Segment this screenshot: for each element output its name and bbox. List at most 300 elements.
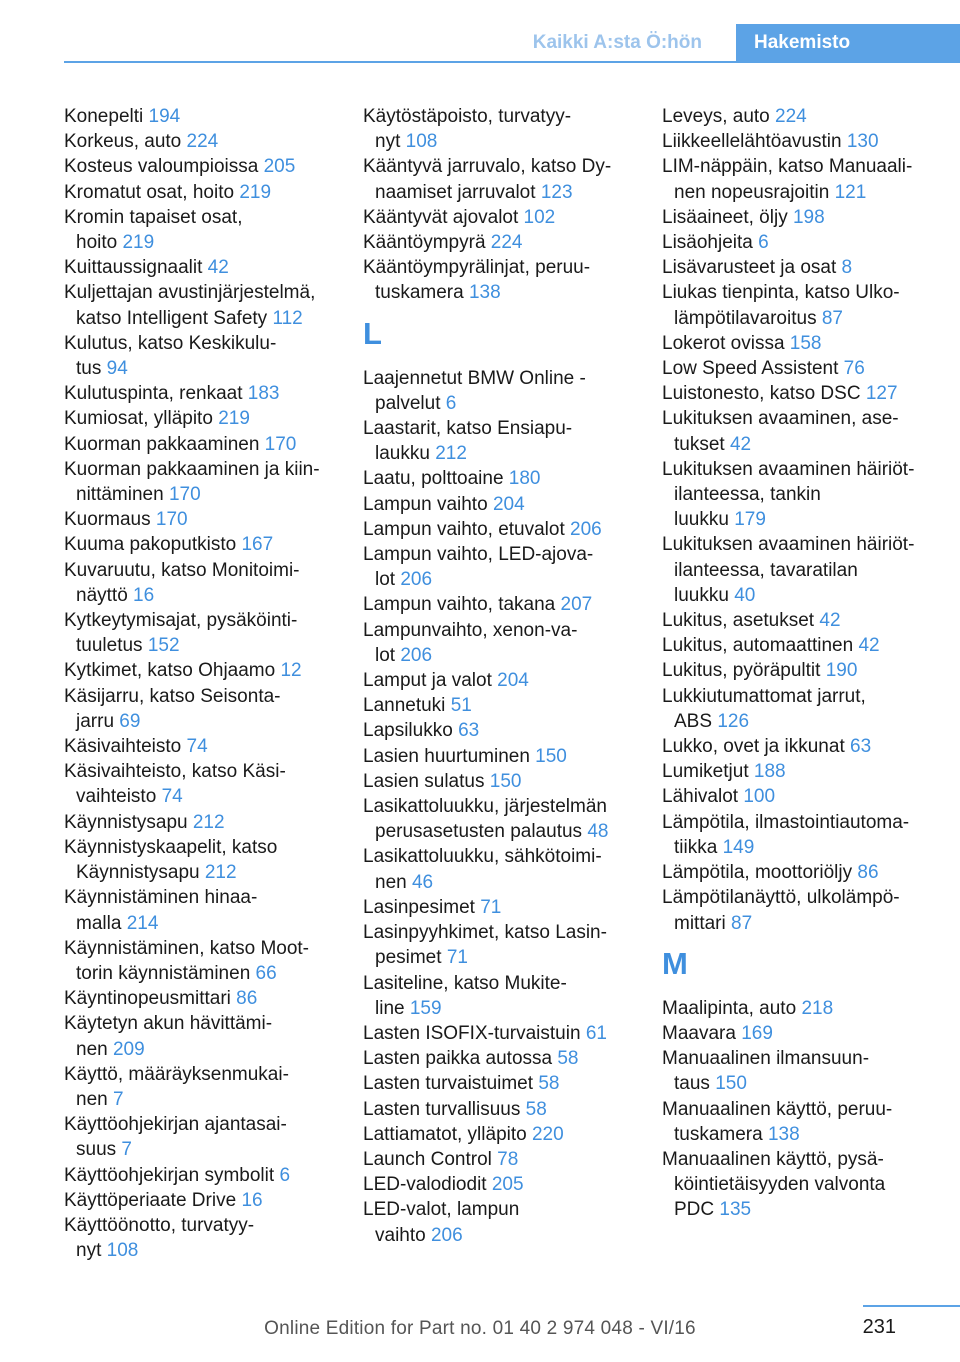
index-entry-text: Konepelti <box>64 106 144 127</box>
index-entry-text: nyt <box>375 131 401 153</box>
index-columns <box>64 104 944 1264</box>
index-entry[interactable] <box>363 1097 641 1122</box>
index-entry-text: Leveys, auto <box>662 106 770 127</box>
index-entry[interactable] <box>64 759 342 809</box>
index-entry[interactable] <box>64 835 342 885</box>
page-reference-link[interactable]: 220 <box>531 1123 564 1145</box>
index-entry-text: Käyntinopeusmittari <box>64 988 231 1010</box>
index-entry[interactable] <box>363 542 641 592</box>
index-entry[interactable] <box>662 356 940 381</box>
page-reference-link[interactable]: 123 <box>540 181 573 203</box>
page-reference-link[interactable]: 218 <box>801 997 834 1019</box>
index-entry-text: perusasetusten palautus <box>375 821 583 843</box>
index-entry-text: luukku <box>674 509 729 531</box>
index-entry-text: Lukituksen avaaminen, ase- <box>662 408 899 430</box>
index-entry-text: Kuorman pakkaaminen ja kiin- <box>64 458 320 480</box>
index-entry[interactable] <box>363 794 641 844</box>
index-entry-text: taus <box>674 1073 710 1095</box>
page-reference-link[interactable]: 58 <box>525 1098 547 1120</box>
page-reference-link[interactable]: 74 <box>186 736 208 758</box>
index-entry-text: Manuaalinen käyttö, pysä- <box>662 1148 884 1170</box>
page-reference-link[interactable]: 198 <box>792 206 825 228</box>
index-entry-text: Käyttö, määräyksenmukai- <box>64 1063 289 1085</box>
index-entry-text: Käynnistyskaapelit, katso <box>64 836 278 858</box>
index-entry-text: Lähivalot <box>662 786 739 808</box>
index-entry-text: Lasikattoluukku, sähkötoimi- <box>363 846 602 868</box>
index-entry-text: Käytetyn akun hävittämi- <box>64 1013 273 1035</box>
index-entry[interactable] <box>64 154 342 179</box>
page-reference-link[interactable]: 71 <box>446 947 468 969</box>
page-reference-link[interactable]: 7 <box>112 1088 124 1110</box>
index-entry[interactable] <box>662 230 940 255</box>
index-entry-text: Lukitus, automaattinen <box>662 635 854 657</box>
index-entry[interactable] <box>363 718 641 743</box>
page-reference-link[interactable]: 194 <box>148 106 181 127</box>
page-reference-link[interactable]: 219 <box>122 232 155 254</box>
index-entry[interactable] <box>363 366 641 416</box>
page-reference-link[interactable]: 180 <box>508 468 541 490</box>
index-entry-text: Kulutus, katso Keskikulu- <box>64 332 277 354</box>
index-entry-text: Lämpötilanäyttö, ulkolämpö- <box>662 887 900 909</box>
page-reference-link[interactable]: 6 <box>758 232 769 254</box>
page-reference-link[interactable]: 87 <box>731 912 753 934</box>
page-reference-link[interactable]: 48 <box>587 821 609 843</box>
index-entry-text: näyttö <box>76 584 128 606</box>
index-entry-text: Lisäaineet, öljy <box>662 206 788 228</box>
index-column-3 <box>662 104 940 1223</box>
index-entry[interactable] <box>363 1147 641 1172</box>
index-entry-text: Lampun vaihto, LED-ajova- <box>363 544 594 566</box>
page-reference-link[interactable]: 169 <box>741 1022 773 1044</box>
index-entry-text: Käyttöperiaate Drive <box>64 1189 237 1211</box>
index-entry-text: Lukko, ovet ja ikkunat <box>662 736 845 758</box>
index-entry[interactable] <box>662 633 940 658</box>
index-entry-text: Korkeus, auto <box>64 131 182 153</box>
page-reference-link[interactable]: 130 <box>846 131 879 153</box>
index-entry[interactable] <box>662 331 940 356</box>
page-reference-link[interactable]: 159 <box>409 997 442 1019</box>
page-reference-link[interactable]: 108 <box>405 131 438 153</box>
index-entry-text: Käyttöohjekirjan symbolit <box>64 1164 275 1186</box>
index-entry-text: köintietäisyyden valvonta <box>674 1174 886 1196</box>
index-entry-text: vaihteisto <box>76 786 157 808</box>
index-entry-text: Kääntöympyrälinjat, peruu- <box>363 257 591 279</box>
page-reference-link[interactable]: 127 <box>865 383 898 405</box>
index-entry[interactable] <box>662 1097 940 1147</box>
index-entry-text: Kumiosat, ylläpito <box>64 408 213 430</box>
page-reference-link[interactable]: 212 <box>192 811 225 833</box>
page-reference-link[interactable]: 219 <box>239 181 272 203</box>
index-entry[interactable] <box>363 895 641 920</box>
page-reference-link[interactable]: 61 <box>585 1022 607 1044</box>
index-entry-text: Lisäohjeita <box>662 232 753 254</box>
page-reference-link[interactable]: 71 <box>480 896 502 918</box>
index-entry[interactable] <box>363 1046 641 1071</box>
section-tab-all[interactable]: Kaikki A:sta Ö:hön <box>532 32 702 53</box>
section-tab-index[interactable]: Hakemisto <box>736 24 960 62</box>
index-entry[interactable] <box>64 936 342 986</box>
page-reference-link[interactable]: 108 <box>106 1240 139 1262</box>
page-reference-link[interactable]: 224 <box>775 106 807 127</box>
index-entry[interactable] <box>64 331 342 381</box>
index-entry-text: hoito <box>76 232 118 254</box>
index-entry-text: Lamput ja valot <box>363 670 492 692</box>
index-entry[interactable] <box>64 1188 342 1213</box>
index-column-1 <box>64 104 342 1263</box>
page-reference-link[interactable]: 206 <box>430 1224 463 1246</box>
page-reference-link[interactable]: 112 <box>272 307 303 329</box>
index-entry-text: jarru <box>76 710 115 732</box>
page-reference-link[interactable]: 205 <box>263 156 296 178</box>
index-entry[interactable] <box>662 255 940 280</box>
index-entry[interactable] <box>662 1147 940 1223</box>
index-entry[interactable] <box>64 432 342 457</box>
page-reference-link[interactable]: 170 <box>168 484 201 506</box>
page-reference-link[interactable]: 42 <box>729 433 752 455</box>
index-entry[interactable] <box>64 129 342 154</box>
index-entry[interactable] <box>64 280 342 330</box>
page-reference-link[interactable]: 63 <box>458 720 480 742</box>
index-entry[interactable] <box>64 1213 342 1263</box>
index-entry-text: Lukituksen avaaminen häiriöt- <box>662 534 915 556</box>
index-entry[interactable] <box>64 381 342 406</box>
index-entry-text: Käynnistysapu <box>76 862 200 884</box>
page-reference-link[interactable]: 209 <box>112 1038 145 1060</box>
index-entry[interactable] <box>662 129 940 154</box>
page-reference-link[interactable]: 100 <box>743 786 776 808</box>
index-entry[interactable] <box>662 205 940 230</box>
page-reference-link[interactable]: 150 <box>535 745 567 767</box>
index-entry-text: Kromin tapaiset osat, <box>64 206 243 228</box>
page-reference-link[interactable]: 205 <box>491 1174 524 1196</box>
page-reference-link[interactable]: 206 <box>400 569 433 591</box>
index-entry[interactable] <box>64 885 342 935</box>
page-reference-link[interactable]: 94 <box>106 358 128 380</box>
page-reference-link[interactable]: 138 <box>468 282 501 304</box>
page-reference-link[interactable]: 46 <box>411 871 434 893</box>
index-entry-text: suus <box>76 1139 117 1161</box>
index-entry-text: pesimet <box>375 947 442 969</box>
index-entry-text: Lisävarusteet ja osat <box>662 257 837 279</box>
page-reference-link[interactable]: 212 <box>435 443 467 465</box>
page-reference-link[interactable]: 190 <box>825 660 858 682</box>
edition-footer: Online Edition for Part no. 01 40 2 974 048 - VI/16 <box>264 1318 696 1339</box>
index-entry-text: Käytöstäpoisto, turvatyy- <box>363 106 572 127</box>
index-entry-text: Kuittaussignaalit <box>64 257 203 279</box>
index-entry[interactable] <box>363 744 641 769</box>
index-entry[interactable] <box>363 492 641 517</box>
index-entry-text: Maalipinta, auto <box>662 997 797 1019</box>
index-entry[interactable] <box>662 784 940 809</box>
page-number: 231 <box>862 1316 896 1338</box>
index-entry[interactable] <box>64 608 342 658</box>
index-entry[interactable] <box>662 457 940 533</box>
index-entry[interactable] <box>662 104 940 129</box>
page-reference-link[interactable]: 167 <box>241 534 274 556</box>
page-reference-link[interactable]: 135 <box>719 1199 752 1221</box>
index-entry-text: tukset <box>674 433 725 455</box>
page-reference-link[interactable]: 58 <box>538 1073 560 1095</box>
index-entry-text: Lampun vaihto, takana <box>363 594 556 616</box>
page-reference-link[interactable]: 74 <box>161 786 183 808</box>
index-entry-text: luukku <box>674 584 729 606</box>
page-reference-link[interactable]: 16 <box>241 1189 263 1211</box>
index-entry-text: Käynnistäminen, katso Moot- <box>64 937 310 959</box>
index-entry[interactable] <box>64 1062 342 1112</box>
page-reference-link[interactable]: 6 <box>279 1164 291 1186</box>
index-entry[interactable] <box>64 1011 342 1061</box>
index-entry[interactable] <box>64 255 342 280</box>
index-entry-text: LED-valot, lampun <box>363 1199 520 1221</box>
index-entry[interactable] <box>363 416 641 466</box>
page-reference-link[interactable]: 149 <box>722 836 755 858</box>
index-entry[interactable] <box>64 734 342 759</box>
page-reference-link[interactable]: 8 <box>841 257 853 279</box>
page-reference-link[interactable]: 204 <box>492 493 525 515</box>
index-entry-text: tuuletus <box>76 635 143 657</box>
index-entry[interactable] <box>363 205 641 230</box>
index-entry[interactable] <box>64 507 342 532</box>
index-entry[interactable] <box>363 618 641 668</box>
index-entry[interactable] <box>662 406 940 456</box>
index-entry[interactable] <box>64 205 342 255</box>
index-entry[interactable] <box>363 844 641 894</box>
index-entry[interactable] <box>363 1197 641 1247</box>
page-reference-link[interactable]: 7 <box>121 1139 132 1161</box>
index-entry-text: ilanteessa, tankin <box>674 484 821 506</box>
index-entry[interactable] <box>363 154 641 204</box>
page-reference-link[interactable]: 76 <box>843 358 865 380</box>
page-reference-link[interactable]: 42 <box>207 257 229 279</box>
index-entry-text: Käsivaihteisto <box>64 736 182 758</box>
page-reference-link[interactable]: 212 <box>204 862 237 884</box>
page-reference-link[interactable]: 16 <box>133 584 155 606</box>
index-entry-text: nen <box>375 871 407 893</box>
index-entry-text: tus <box>76 358 102 380</box>
index-entry[interactable] <box>662 608 940 633</box>
index-entry[interactable] <box>662 1046 940 1096</box>
page-reference-link[interactable]: 158 <box>789 332 822 354</box>
index-entry-text: Kosteus valoumpioissa <box>64 156 259 178</box>
index-entry[interactable] <box>363 769 641 794</box>
index-entry-text: Lasinpyyhkimet, katso Lasin- <box>363 922 607 944</box>
index-entry[interactable] <box>662 1021 940 1046</box>
index-entry-text: Manuaalinen ilmansuun- <box>662 1048 870 1070</box>
page-reference-link[interactable]: 40 <box>734 584 756 606</box>
page-reference-link[interactable]: 63 <box>850 736 872 758</box>
index-entry-text: nittäminen <box>76 484 164 506</box>
page-reference-link[interactable]: 69 <box>119 710 141 732</box>
index-entry-text: Lampunvaihto, xenon-va- <box>363 619 578 641</box>
index-entry[interactable] <box>64 406 342 431</box>
header-rule <box>64 61 960 63</box>
page-reference-link[interactable]: 206 <box>570 518 602 540</box>
page-reference-link[interactable]: 121 <box>834 181 867 203</box>
index-entry-text: line <box>375 997 405 1019</box>
index-entry-text: katso Intelligent Safety <box>76 307 268 329</box>
page-reference-link[interactable]: 204 <box>497 670 529 692</box>
index-entry-text: Launch Control <box>363 1148 492 1170</box>
index-entry[interactable] <box>662 734 940 759</box>
index-entry-text: tuskamera <box>375 282 464 304</box>
index-letter-heading: M <box>662 945 688 981</box>
index-entry[interactable] <box>363 668 641 693</box>
page-reference-link[interactable]: 86 <box>857 862 879 884</box>
index-entry-text: lämpötilavaroitus <box>674 307 817 329</box>
index-entry-text: Laajennetut BMW Online - <box>363 367 586 389</box>
index-entry-text: Low Speed Assistent <box>662 358 839 380</box>
index-entry[interactable] <box>64 658 342 683</box>
index-entry[interactable] <box>64 104 342 129</box>
index-entry[interactable] <box>64 180 342 205</box>
page-reference-link[interactable]: 86 <box>236 988 258 1010</box>
page-reference-link[interactable]: 12 <box>280 660 302 682</box>
index-entry-text: Maavara <box>662 1022 736 1044</box>
page-reference-link[interactable]: 42 <box>819 610 841 632</box>
index-entry[interactable] <box>662 996 940 1021</box>
index-entry-text: malla <box>76 912 122 934</box>
page-reference-link[interactable]: 224 <box>186 131 219 153</box>
index-entry-text: tiikka <box>674 836 718 858</box>
index-entry-text: Laatu, polttoaine <box>363 468 504 490</box>
index-entry[interactable] <box>363 1021 641 1046</box>
index-entry-text: laukku <box>375 443 430 465</box>
page-reference-link[interactable]: 219 <box>218 408 250 430</box>
index-entry[interactable] <box>363 1172 641 1197</box>
index-entry[interactable] <box>662 759 940 784</box>
index-entry[interactable] <box>363 466 641 491</box>
page-reference-link[interactable]: 51 <box>450 695 472 717</box>
index-entry-text: Lämpötila, ilmastointiautoma- <box>662 811 910 833</box>
index-entry[interactable] <box>662 684 940 734</box>
index-entry-text: Käynnistysapu <box>64 811 188 833</box>
index-entry-text: lot <box>375 569 396 591</box>
index-entry[interactable] <box>64 986 342 1011</box>
index-entry[interactable] <box>363 255 641 305</box>
page-reference-link[interactable]: 78 <box>497 1148 519 1170</box>
page-reference-link[interactable]: 87 <box>821 307 843 329</box>
page-reference-link[interactable]: 66 <box>255 962 277 984</box>
index-entry[interactable] <box>662 860 940 885</box>
index-entry[interactable] <box>64 558 342 608</box>
page-reference-link[interactable]: 138 <box>767 1123 800 1145</box>
index-entry-text: tuskamera <box>674 1123 763 1145</box>
page-reference-link[interactable]: 102 <box>523 206 556 228</box>
index-entry-text: Lannetuki <box>363 695 446 717</box>
index-entry-text: Lukitus, pyöräpultit <box>662 660 821 682</box>
index-entry-text: Lapsilukko <box>363 720 453 742</box>
page-reference-link[interactable]: 6 <box>445 392 457 414</box>
index-entry[interactable] <box>64 1112 342 1162</box>
index-entry-text: Käyttöönotto, turvatyy- <box>64 1214 255 1236</box>
index-entry-text: nen nopeusrajoitin <box>674 181 830 203</box>
index-entry-text: Lasten ISOFIX-turvaistuin <box>363 1022 581 1044</box>
index-entry[interactable] <box>363 1122 641 1147</box>
index-entry[interactable] <box>363 592 641 617</box>
index-entry-text: Lattiamatot, ylläpito <box>363 1123 527 1145</box>
index-entry[interactable] <box>363 517 641 542</box>
index-entry[interactable] <box>64 1163 342 1188</box>
page-reference-link[interactable]: 170 <box>155 509 188 531</box>
index-entry-text: Liikkeellelähtöavustin <box>662 131 842 153</box>
index-entry[interactable] <box>662 381 940 406</box>
index-entry-text: Manuaalinen käyttö, peruu- <box>662 1098 893 1120</box>
index-entry[interactable] <box>363 693 641 718</box>
page-reference-link[interactable]: 152 <box>147 635 180 657</box>
index-entry-text: Käynnistäminen hinaa- <box>64 887 258 909</box>
index-entry-text: Kääntyvä jarruvalo, katso Dy- <box>363 156 612 178</box>
page-reference-link[interactable]: 150 <box>489 770 522 792</box>
index-entry-text: Lasten turvallisuus <box>363 1098 521 1120</box>
index-entry-text: Lumiketjut <box>662 761 749 783</box>
index-entry-text: Lasiteline, katso Mukite- <box>363 972 567 994</box>
index-entry-text: Lukituksen avaaminen häiriöt- <box>662 458 915 480</box>
index-entry[interactable] <box>662 810 940 860</box>
index-entry-text: Lasien sulatus <box>363 770 485 792</box>
index-entry-text: Kuorman pakkaaminen <box>64 433 260 455</box>
index-entry[interactable] <box>363 1071 641 1096</box>
page-reference-link[interactable]: 126 <box>717 710 750 732</box>
page-reference-link[interactable]: 214 <box>126 912 159 934</box>
index-entry[interactable] <box>662 532 940 608</box>
index-entry-text: palvelut <box>375 392 441 414</box>
index-entry-text: mittari <box>674 912 726 934</box>
index-column-2 <box>363 104 641 1248</box>
page-reference-link[interactable]: 224 <box>490 232 523 254</box>
index-entry[interactable] <box>363 920 641 970</box>
index-entry[interactable] <box>662 154 940 204</box>
page-reference-link[interactable]: 58 <box>557 1048 579 1070</box>
index-entry[interactable] <box>64 457 342 507</box>
index-entry[interactable] <box>662 280 940 330</box>
index-entry-text: Lampun vaihto, etuvalot <box>363 518 565 540</box>
index-entry-text: nyt <box>76 1240 102 1262</box>
index-entry[interactable] <box>64 532 342 557</box>
index-entry[interactable] <box>64 810 342 835</box>
index-entry-text: Kuormaus <box>64 509 151 531</box>
index-entry-text: PDC <box>674 1199 715 1221</box>
index-entry-text: LIM-näppäin, katso Manuaali- <box>662 156 913 178</box>
page-reference-link[interactable]: 179 <box>734 509 766 531</box>
index-entry-text: Kromatut osat, hoito <box>64 181 235 203</box>
index-entry-text: naamiset jarruvalot <box>375 181 536 203</box>
page-reference-link[interactable]: 170 <box>264 433 297 455</box>
index-entry-text: Luistonesto, katso DSC <box>662 383 861 405</box>
index-entry[interactable] <box>363 230 641 255</box>
footer-rule <box>863 1305 960 1307</box>
page-reference-link[interactable]: 183 <box>247 383 280 405</box>
page-reference-link[interactable]: 207 <box>560 594 593 616</box>
index-entry-text: LED-valodiodit <box>363 1174 487 1196</box>
index-entry[interactable] <box>363 971 641 1021</box>
index-entry-text: Lämpötila, moottoriöljy <box>662 862 853 884</box>
page-reference-link[interactable]: 42 <box>858 635 880 657</box>
index-entry[interactable] <box>662 885 940 935</box>
index-entry-text: Lukitus, asetukset <box>662 610 815 632</box>
page-reference-link[interactable]: 206 <box>400 644 433 666</box>
page-reference-link[interactable]: 188 <box>753 761 786 783</box>
index-entry-text: Käsivaihteisto, katso Käsi- <box>64 761 286 783</box>
index-entry-text: Kytkimet, katso Ohjaamo <box>64 660 276 682</box>
page-reference-link[interactable]: 150 <box>715 1073 747 1095</box>
index-entry[interactable] <box>363 104 641 154</box>
index-entry-text: Kääntöympyrä <box>363 232 486 254</box>
index-entry-text: Lampun vaihto <box>363 493 488 515</box>
index-entry[interactable] <box>64 684 342 734</box>
index-entry-text: nen <box>76 1038 108 1060</box>
index-entry-text: ABS <box>674 710 713 732</box>
index-entry[interactable] <box>662 658 940 683</box>
